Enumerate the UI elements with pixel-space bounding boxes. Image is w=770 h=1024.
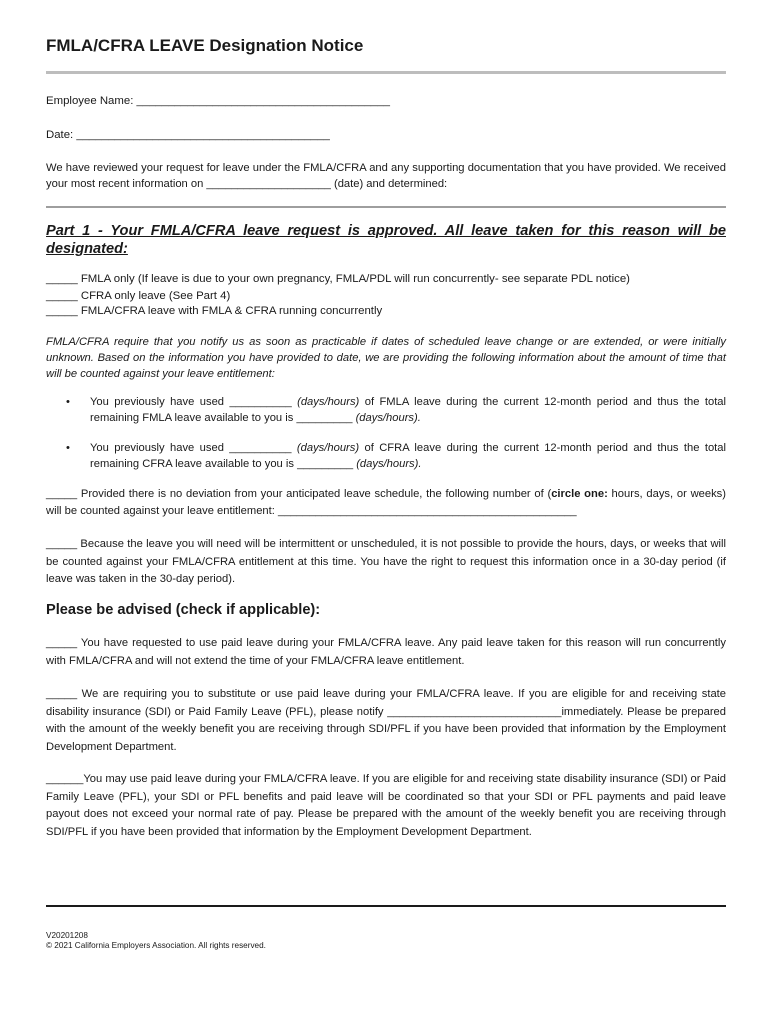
bullet-text: You previously have used __________ (days/hours) of CFRA leave during the current 12-month period and thus the total remaining CFRA leave available to you is _________ (days/hours).: [90, 442, 726, 470]
title-divider: [46, 71, 726, 74]
date-field: Date: ________________________________________: [46, 129, 330, 141]
option-cfra-only: _____ CFRA only leave (See Part 4): [46, 290, 231, 302]
intermittent-paragraph: _____ Because the leave you will need will be intermittent or unscheduled, it is not possible to provide the hours, days, or weeks that will be counted against your FMLA/CFRA entitlement at this time. You have the right to request this information once in a 30-day period (if leave was taken in the 30-day period).: [46, 538, 726, 585]
footer-divider: [46, 905, 726, 907]
footer-version: V20201208: [46, 931, 88, 940]
page-title: FMLA/CFRA LEAVE Designation Notice: [46, 36, 364, 55]
bullet-text: You previously have used __________ (days/hours) of FMLA leave during the current 12-month period and thus the total remaining FMLA leave available to you is _________ (days/hours).: [90, 396, 727, 424]
option-fmla-only: _____ FMLA only (If leave is due to your own pregnancy, FMLA/PDL will run concurrently- see separate PDL notice): [46, 273, 630, 285]
footer-copyright: © 2021 California Employers Association. All rights reserved.: [46, 941, 266, 950]
advised-paid-leave-requested: _____ You have requested to use paid leave during your FMLA/CFRA leave. Any paid leave taken for this reason will run concurrently with FMLA/CFRA and will not extend the time of your FMLA/CFRA leave entitlement.: [46, 637, 726, 667]
advised-heading: Please be advised (check if applicable):: [46, 602, 321, 618]
option-fmla-cfra-concurrent: _____ FMLA/CFRA leave with FMLA & CFRA running concurrently: [46, 305, 383, 317]
notify-paragraph: FMLA/CFRA require that you notify us as soon as practicable if dates of scheduled leave change or are extended, or were initially unknown. Based on the information you have provided to date, we are providing the following information about the amount of time that will be counted against your leave entitlement:: [46, 336, 726, 380]
section-divider: [46, 206, 726, 208]
part1-heading: Part 1 - Your FMLA/CFRA leave request is approved. All leave taken for this reason will be designated:: [46, 223, 726, 257]
advised-substitute-paid-leave: _____ We are requiring you to substitute or use paid leave during your FMLA/CFRA leave. If you are eligible for and receiving state disability insurance (SDI) or Paid Family Leave (PFL), please notify ____________________________immediately. Please be prepared with the amount of the weekly benefit you are receiving through SDI/PFL if you have been provided that information by the Employment Development Department.: [46, 688, 726, 753]
employee-name-field: Employee Name: ________________________________________: [46, 95, 390, 107]
advised-may-use-paid-leave: ______You may use paid leave during your FMLA/CFRA leave. If you are eligible for and receiving state disability insurance (SDI) or Paid Family Leave (PFL), your SDI or PFL benefits and paid leave will be coordinated so that your SDI or PFL payments and paid leave payout does not exceed your normal rate of pay. Please be prepared with the amount of the weekly benefit you are receiving through SDI/PFL if you have been provided that information by the Employment Development Department.: [46, 773, 726, 838]
bullet-dot: •: [66, 442, 70, 454]
intro-paragraph: We have reviewed your request for leave under the FMLA/CFRA and any supporting documentation that you have provided. We received your most recent information on ____________________ (date) and determined:: [46, 162, 726, 190]
bullet-dot: •: [66, 396, 70, 408]
provided-paragraph: _____ Provided there is no deviation from your anticipated leave schedule, the following number of (circle one: hours, days, or weeks) will be counted against your leave entitlement: ________________________________________________: [46, 488, 727, 517]
